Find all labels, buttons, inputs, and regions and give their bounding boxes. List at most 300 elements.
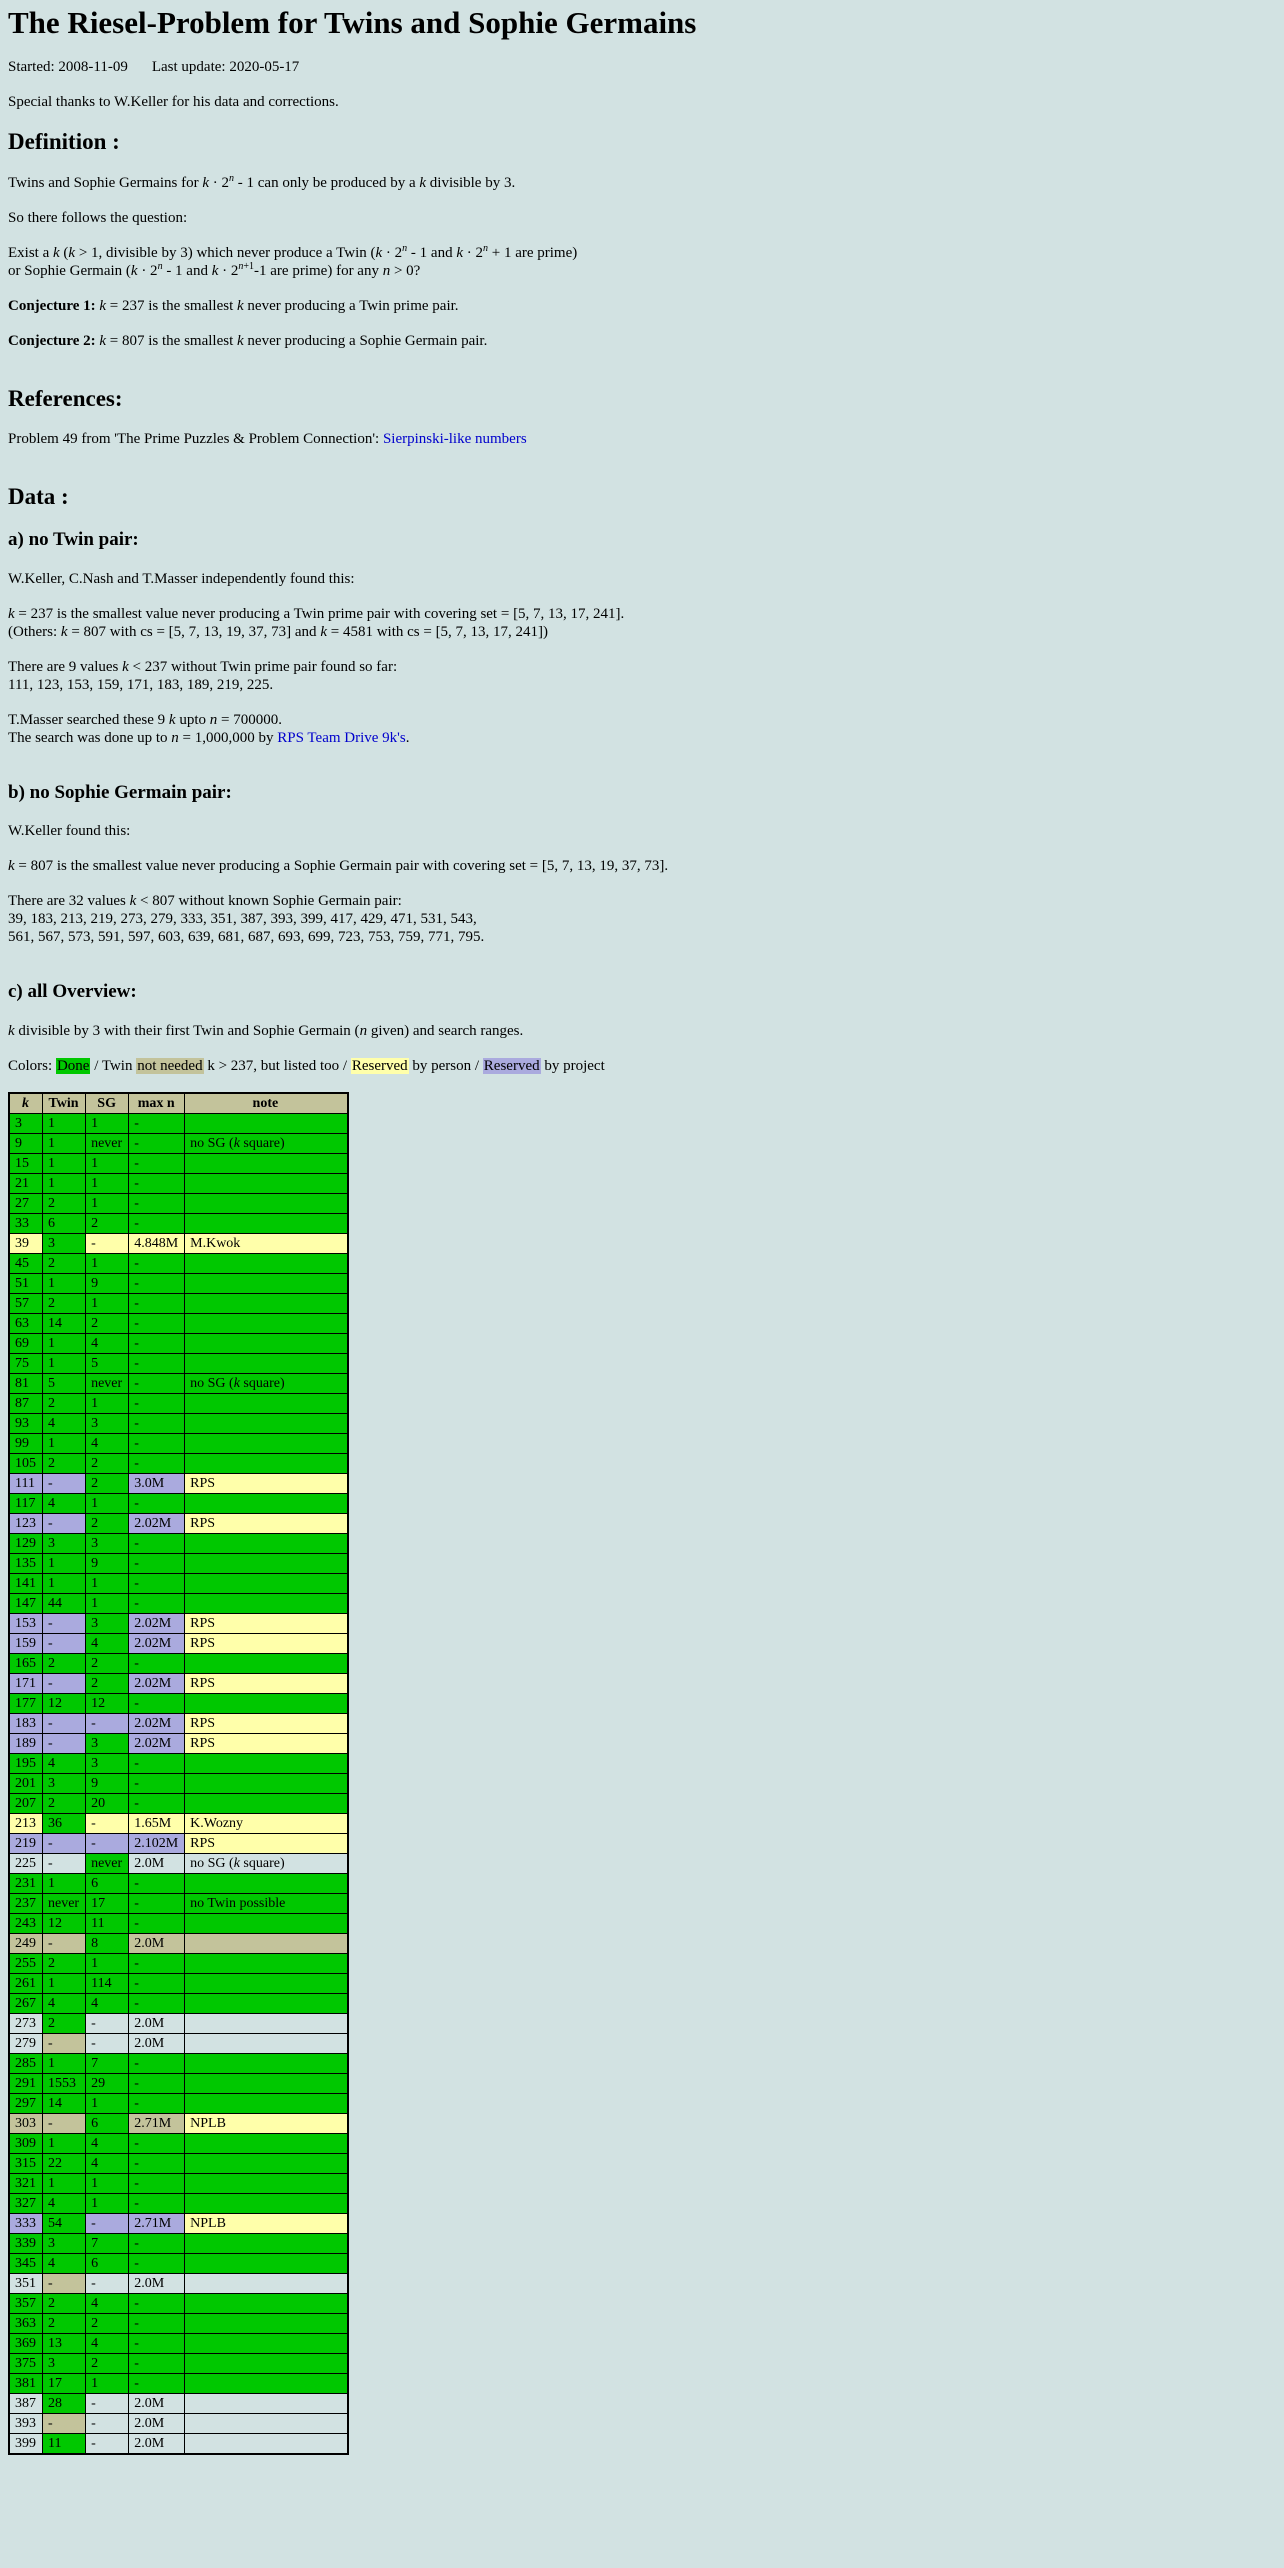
cell-note — [185, 1754, 348, 1774]
cell-max-n: 4.848M — [129, 1234, 185, 1254]
cell-max-n: - — [129, 1894, 185, 1914]
table-row — [9, 1854, 348, 1874]
no-sg-covering: k = 807 is the smallest value never producing a Sophie Germain pair with covering set = [5, 7, 13, 19, 37, 73]. — [8, 858, 669, 875]
cell-max-n: - — [129, 2234, 185, 2254]
cell-note — [185, 2134, 348, 2154]
cell-max-n: - — [129, 2354, 185, 2374]
cell-max-n: - — [129, 1494, 185, 1514]
cell-k: 333 — [9, 2214, 43, 2234]
cell-max-n: - — [129, 1974, 185, 1994]
cell-sg: 1 — [86, 1114, 129, 1134]
cell-k: 123 — [9, 1514, 43, 1534]
cell-sg: 3 — [86, 1534, 129, 1554]
cell-sg: 29 — [86, 2074, 129, 2094]
cell-twin: 1 — [43, 1574, 86, 1594]
cell-max-n: - — [129, 1314, 185, 1334]
cell-note — [185, 2034, 348, 2054]
cell-note — [185, 2174, 348, 2194]
table-row — [9, 2154, 348, 2174]
cell-sg: 11 — [86, 1914, 129, 1934]
cell-twin: - — [43, 2114, 86, 2134]
cell-k: 267 — [9, 1994, 43, 2014]
table-row — [9, 1894, 348, 1914]
cell-sg: 9 — [86, 1274, 129, 1294]
cell-twin: - — [43, 1714, 86, 1734]
cell-sg: 17 — [86, 1894, 129, 1914]
cell-note — [185, 2314, 348, 2334]
cell-sg: 1 — [86, 1194, 129, 1214]
table-row — [9, 1634, 348, 1654]
cell-k: 285 — [9, 2054, 43, 2074]
cell-twin: 12 — [43, 1694, 86, 1714]
question-text: Exist a k (k > 1, divisible by 3) which never produce a Twin ($k \cdot 2^n - 1$ and $k \cdot 2^n + 1$ are prime) or Sophie Germain ($k \cdot 2^n - 1$ and $k \cdot 2^{n+1}-1$ are prime) for any n > 0? — [8, 242, 578, 279]
cell-max-n: 2.0M — [129, 2274, 185, 2294]
cell-max-n: - — [129, 2194, 185, 2214]
cell-note — [185, 1594, 348, 1614]
cell-sg: 1 — [86, 2194, 129, 2214]
table-row — [9, 1474, 348, 1494]
cell-sg: 1 — [86, 1954, 129, 1974]
cell-note — [185, 2274, 348, 2294]
cell-note — [185, 1214, 348, 1234]
conjecture-1: Conjecture 1: k = 237 is the smallest k never producing a Twin prime pair. — [8, 297, 459, 314]
cell-sg: - — [86, 2014, 129, 2034]
table-row — [9, 1514, 348, 1534]
sierpinski-link[interactable]: Sierpinski-like numbers — [382, 431, 527, 448]
cell-note: no SG (k square) — [185, 1854, 348, 1874]
cell-max-n: 2.71M — [129, 2214, 185, 2234]
cell-twin: 1 — [43, 1974, 86, 1994]
cell-k: 393 — [9, 2414, 43, 2434]
cell-k: 111 — [9, 1474, 43, 1494]
cell-k: 99 — [9, 1434, 43, 1454]
legend-done: Done — [56, 1058, 90, 1075]
cell-max-n: - — [129, 2334, 185, 2354]
cell-twin: 4 — [43, 1494, 86, 1514]
cell-max-n: 3.0M — [129, 1474, 185, 1494]
cell-max-n: - — [129, 2254, 185, 2274]
cell-note — [185, 1114, 348, 1134]
cell-note — [185, 2434, 348, 2455]
cell-k: 147 — [9, 1594, 43, 1614]
cell-sg: 9 — [86, 1774, 129, 1794]
no-twin-covering: k = 237 is the smallest value never producing a Twin prime pair with covering set = [5, 7, 13, 17, 241]. (Others: k = 807 with cs = [5, 7, 13, 19, 37, 73] and k = 4581 with cs = [5, 7, 13, 17, 241]) — [8, 605, 625, 640]
table-row — [9, 2314, 348, 2334]
cell-max-n: - — [129, 1694, 185, 1714]
cell-note: RPS — [185, 1734, 348, 1754]
cell-k: 303 — [9, 2114, 43, 2134]
cell-note: no Twin possible — [185, 1894, 348, 1914]
table-row — [9, 1394, 348, 1414]
cell-k: 339 — [9, 2234, 43, 2254]
table-row — [9, 1834, 348, 1854]
cell-k: 69 — [9, 1334, 43, 1354]
cell-note — [185, 2094, 348, 2114]
cell-twin: 1 — [43, 2054, 86, 2074]
cell-twin: - — [43, 1634, 86, 1654]
cell-note — [185, 2194, 348, 2214]
table-row — [9, 2274, 348, 2294]
cell-k: 75 — [9, 1354, 43, 1374]
cell-k: 159 — [9, 1634, 43, 1654]
cell-max-n: - — [129, 1574, 185, 1594]
cell-sg: 6 — [86, 2254, 129, 2274]
cell-note — [185, 1414, 348, 1434]
cell-max-n: 2.02M — [129, 1734, 185, 1754]
cell-twin: 2 — [43, 1954, 86, 1974]
table-row — [9, 1714, 348, 1734]
legend-reserved-project: Reserved — [483, 1058, 540, 1075]
table-row — [9, 2434, 348, 2455]
cell-sg: 5 — [86, 1354, 129, 1374]
cell-k: 255 — [9, 1954, 43, 1974]
cell-note — [185, 1914, 348, 1934]
cell-note: RPS — [185, 1674, 348, 1694]
cell-k: 297 — [9, 2094, 43, 2114]
cell-max-n: - — [129, 1414, 185, 1434]
cell-max-n: - — [129, 1214, 185, 1234]
cell-note — [185, 1354, 348, 1374]
cell-twin: 11 — [43, 2434, 86, 2455]
cell-note: RPS — [185, 1474, 348, 1494]
cell-twin: 1553 — [43, 2074, 86, 2094]
cell-sg: 7 — [86, 2054, 129, 2074]
cell-sg: 1 — [86, 2174, 129, 2194]
table-row — [9, 2394, 348, 2414]
question-intro: So there follows the question: — [8, 209, 188, 226]
cell-max-n: - — [129, 1654, 185, 1674]
definition-text: Twins and Sophie Germains for $k \cdot 2^n - 1$ can only be produced by a k divisible by 3. — [8, 172, 516, 191]
overview-table — [8, 1092, 349, 2455]
cell-max-n: - — [129, 1874, 185, 1894]
cell-twin: 54 — [43, 2214, 86, 2234]
cell-max-n: - — [129, 1294, 185, 1314]
cell-sg: 2 — [86, 1314, 129, 1334]
cell-k: 21 — [9, 1174, 43, 1194]
no-sg-values-list-1: 39, 183, 213, 219, 273, 279, 333, 351, 387, 393, 399, 417, 429, 471, 531, 543, — [8, 911, 477, 928]
cell-k: 327 — [9, 2194, 43, 2214]
table-row — [9, 1234, 348, 1254]
table-row — [9, 1594, 348, 1614]
cell-k: 177 — [9, 1694, 43, 1714]
thanks-text: Special thanks to W.Keller for his data and corrections. — [8, 94, 339, 111]
cell-twin: 3 — [43, 1774, 86, 1794]
legend-twin: / Twin — [90, 1058, 137, 1075]
table-row — [9, 1674, 348, 1694]
cell-max-n: - — [129, 1434, 185, 1454]
no-twin-values: There are 9 values k < 237 without Twin prime pair found so far: 111, 123, 153, 159, 171, 183, 189, 219, 225. — [8, 658, 398, 693]
cell-k: 51 — [9, 1274, 43, 1294]
cell-note — [185, 1194, 348, 1214]
cell-max-n: - — [129, 1374, 185, 1394]
cell-note — [185, 1254, 348, 1274]
table-row — [9, 2094, 348, 2114]
cell-max-n: - — [129, 2294, 185, 2314]
cell-note — [185, 1654, 348, 1674]
cell-sg: 4 — [86, 1994, 129, 2014]
cell-sg: 1 — [86, 1574, 129, 1594]
legend-listed: k > 237, but listed too / — [203, 1058, 351, 1075]
table-row — [9, 1534, 348, 1554]
cell-note — [185, 2154, 348, 2174]
cell-sg: 4 — [86, 2154, 129, 2174]
table-row — [9, 1194, 348, 1214]
cell-max-n: - — [129, 1354, 185, 1374]
cell-note: NPLB — [185, 2214, 348, 2234]
table-row — [9, 2114, 348, 2134]
cell-k: 57 — [9, 1294, 43, 1314]
references-heading: References: — [8, 385, 123, 411]
cell-max-n: - — [129, 1254, 185, 1274]
cell-k: 207 — [9, 1794, 43, 1814]
no-twin-found: W.Keller, C.Nash and T.Masser independently found this: — [8, 570, 355, 587]
cell-twin: 1 — [43, 1134, 86, 1154]
cell-twin: 4 — [43, 1994, 86, 2014]
table-row — [9, 2234, 348, 2254]
cell-twin: 14 — [43, 1314, 86, 1334]
cell-sg: 4 — [86, 2134, 129, 2154]
cell-twin: 1 — [43, 1354, 86, 1374]
cell-max-n: - — [129, 1534, 185, 1554]
cell-note: RPS — [185, 1614, 348, 1634]
cell-note — [185, 1874, 348, 1894]
cell-k: 87 — [9, 1394, 43, 1414]
cell-k: 219 — [9, 1834, 43, 1854]
cell-sg: 1 — [86, 1394, 129, 1414]
cell-sg: - — [86, 2214, 129, 2234]
cell-note — [185, 1314, 348, 1334]
cell-note — [185, 1774, 348, 1794]
table-row — [9, 1334, 348, 1354]
cell-k: 315 — [9, 2154, 43, 2174]
cell-twin: 1 — [43, 2134, 86, 2154]
cell-twin: 2 — [43, 2014, 86, 2034]
table-row — [9, 2134, 348, 2154]
cell-k: 279 — [9, 2034, 43, 2054]
cell-k: 363 — [9, 2314, 43, 2334]
cell-note — [185, 1454, 348, 1474]
cell-sg: 1 — [86, 1154, 129, 1174]
cell-max-n: - — [129, 1274, 185, 1294]
cell-twin: 2 — [43, 1794, 86, 1814]
cell-twin: - — [43, 1734, 86, 1754]
data-heading: Data : — [8, 484, 69, 510]
rps-team-drive-link[interactable]: RPS Team Drive 9k's — [277, 729, 406, 746]
cell-twin: 1 — [43, 1274, 86, 1294]
cell-twin: 2 — [43, 2314, 86, 2334]
cell-twin: 4 — [43, 1754, 86, 1774]
table-row — [9, 1114, 348, 1134]
cell-sg: - — [86, 1814, 129, 1834]
conjecture-2: Conjecture 2: k = 807 is the smallest k never producing a Sophie Germain pair. — [8, 332, 488, 349]
cell-k: 375 — [9, 2354, 43, 2374]
dates-line — [8, 58, 1276, 76]
table-row — [9, 1454, 348, 1474]
table-row — [9, 1814, 348, 1834]
cell-twin: 3 — [43, 1534, 86, 1554]
cell-sg: 4 — [86, 1334, 129, 1354]
cell-sg: - — [86, 2414, 129, 2434]
definition-heading: Definition : — [8, 129, 120, 155]
cell-twin: 1 — [43, 2174, 86, 2194]
cell-note — [185, 1534, 348, 1554]
cell-sg: 7 — [86, 2234, 129, 2254]
table-row — [9, 1754, 348, 1774]
cell-note — [185, 2354, 348, 2374]
header-max-n: max n — [129, 1093, 185, 1114]
header-twin: Twin — [43, 1093, 86, 1114]
cell-k: 39 — [9, 1234, 43, 1254]
cell-note — [185, 2334, 348, 2354]
cell-k: 183 — [9, 1714, 43, 1734]
cell-k: 141 — [9, 1574, 43, 1594]
cell-sg: 3 — [86, 1754, 129, 1774]
cell-twin: - — [43, 1854, 86, 1874]
cell-note — [185, 1954, 348, 1974]
cell-sg: 3 — [86, 1734, 129, 1754]
cell-note — [185, 2394, 348, 2414]
table-body — [9, 1114, 348, 2455]
no-twin-search: T.Masser searched these 9 k upto n = 700000. The search was done up to n = 1,000,000 by RPS Team Drive 9k's. — [8, 711, 410, 746]
cell-note — [185, 1994, 348, 2014]
cell-max-n: - — [129, 1794, 185, 1814]
cell-note — [185, 1334, 348, 1354]
cell-twin: 28 — [43, 2394, 86, 2414]
cell-note — [185, 2374, 348, 2394]
cell-max-n: 2.02M — [129, 1514, 185, 1534]
cell-max-n: 2.02M — [129, 1714, 185, 1734]
cell-twin: 4 — [43, 1414, 86, 1434]
cell-k: 165 — [9, 1654, 43, 1674]
cell-k: 291 — [9, 2074, 43, 2094]
cell-k: 117 — [9, 1494, 43, 1514]
cell-k: 309 — [9, 2134, 43, 2154]
cell-note — [185, 2054, 348, 2074]
cell-twin: 6 — [43, 1214, 86, 1234]
cell-max-n: - — [129, 1554, 185, 1574]
cell-twin: 1 — [43, 1334, 86, 1354]
cell-twin: 36 — [43, 1814, 86, 1834]
table-row — [9, 1934, 348, 1954]
cell-k: 345 — [9, 2254, 43, 2274]
cell-k: 153 — [9, 1614, 43, 1634]
cell-sg: 2 — [86, 1674, 129, 1694]
cell-note — [185, 1434, 348, 1454]
cell-twin: 17 — [43, 2374, 86, 2394]
cell-note — [185, 1154, 348, 1174]
cell-max-n: 1.65M — [129, 1814, 185, 1834]
table-row — [9, 2354, 348, 2374]
cell-twin: 2 — [43, 1394, 86, 1414]
cell-k: 399 — [9, 2434, 43, 2455]
table-row — [9, 2414, 348, 2434]
cell-sg: 1 — [86, 1294, 129, 1314]
cell-max-n: - — [129, 1914, 185, 1934]
table-row — [9, 1254, 348, 1274]
cell-note: RPS — [185, 1514, 348, 1534]
cell-k: 213 — [9, 1814, 43, 1834]
cell-twin: 12 — [43, 1914, 86, 1934]
cell-sg: 1 — [86, 1494, 129, 1514]
cell-max-n: - — [129, 1774, 185, 1794]
cell-max-n: 2.02M — [129, 1674, 185, 1694]
cell-note — [185, 1554, 348, 1574]
cell-sg: 3 — [86, 1614, 129, 1634]
cell-twin: - — [43, 1934, 86, 1954]
cell-max-n: 2.0M — [129, 2434, 185, 2455]
cell-sg: - — [86, 2274, 129, 2294]
no-twin-heading: a) no Twin pair: — [8, 528, 139, 550]
legend-by-person: by person / — [408, 1058, 483, 1075]
cell-sg: 2 — [86, 1214, 129, 1234]
header-sg: SG — [86, 1093, 129, 1114]
cell-k: 171 — [9, 1674, 43, 1694]
table-row — [9, 1694, 348, 1714]
cell-k: 273 — [9, 2014, 43, 2034]
cell-max-n: - — [129, 1394, 185, 1414]
cell-k: 201 — [9, 1774, 43, 1794]
cell-sg: - — [86, 1834, 129, 1854]
cell-twin: 2 — [43, 1194, 86, 1214]
cell-note — [185, 2414, 348, 2434]
cell-k: 3 — [9, 1114, 43, 1134]
cell-sg: - — [86, 2434, 129, 2455]
cell-sg: 1 — [86, 1254, 129, 1274]
cell-max-n: 2.0M — [129, 2414, 185, 2434]
overview-description: k divisible by 3 with their first Twin and Sophie Germain (n given) and search ranges. — [8, 1023, 524, 1040]
no-sg-heading: b) no Sophie Germain pair: — [8, 781, 232, 803]
cell-k: 63 — [9, 1314, 43, 1334]
cell-sg: 6 — [86, 1874, 129, 1894]
cell-twin: - — [43, 2034, 86, 2054]
table-row — [9, 2334, 348, 2354]
table-row — [9, 1914, 348, 1934]
cell-twin: 3 — [43, 2354, 86, 2374]
cell-sg: 2 — [86, 2314, 129, 2334]
cell-k: 237 — [9, 1894, 43, 1914]
references-prefix: Problem 49 from 'The Prime Puzzles & Problem Connection': — [8, 431, 383, 448]
cell-max-n: - — [129, 1134, 185, 1154]
cell-sg: 114 — [86, 1974, 129, 1994]
table-row — [9, 2294, 348, 2314]
table-row — [9, 1654, 348, 1674]
cell-twin: 14 — [43, 2094, 86, 2114]
cell-sg: - — [86, 1234, 129, 1254]
table-row — [9, 1414, 348, 1434]
cell-k: 261 — [9, 1974, 43, 1994]
cell-sg: 1 — [86, 1594, 129, 1614]
cell-twin: 3 — [43, 2234, 86, 2254]
cell-k: 357 — [9, 2294, 43, 2314]
cell-note — [185, 1174, 348, 1194]
cell-sg: - — [86, 2034, 129, 2054]
cell-note: K.Wozny — [185, 1814, 348, 1834]
table-row — [9, 2214, 348, 2234]
table-row — [9, 2174, 348, 2194]
cell-k: 135 — [9, 1554, 43, 1574]
cell-k: 105 — [9, 1454, 43, 1474]
cell-twin: 22 — [43, 2154, 86, 2174]
table-row — [9, 2054, 348, 2074]
cell-note — [185, 2074, 348, 2094]
header-note: note — [185, 1093, 348, 1114]
conjecture-1-label: Conjecture 1: — [8, 297, 96, 314]
cell-twin: 1 — [43, 1874, 86, 1894]
conjecture-2-label: Conjecture 2: — [8, 332, 96, 349]
cell-k: 381 — [9, 2374, 43, 2394]
cell-twin: 5 — [43, 1374, 86, 1394]
cell-k: 27 — [9, 1194, 43, 1214]
